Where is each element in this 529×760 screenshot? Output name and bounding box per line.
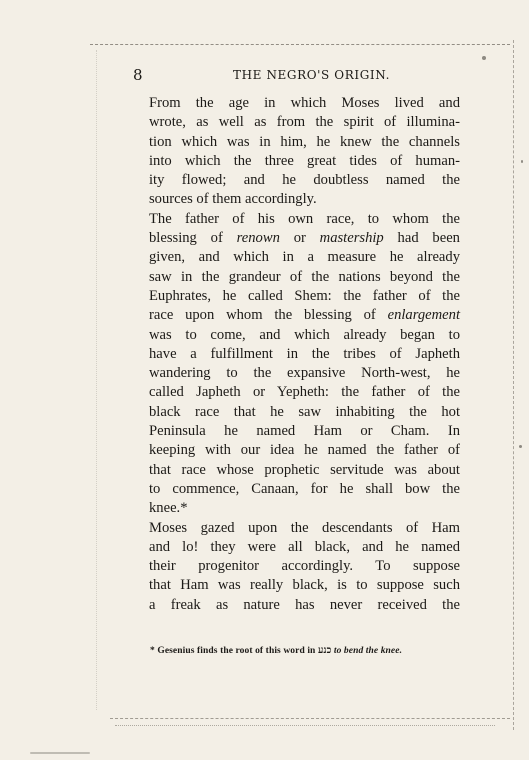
text-line: to commence, Canaan, for he shall bow the [149,480,460,497]
text-line: given, and which in a measure he already [149,249,460,266]
paragraph-3 [133,519,460,615]
page-header [133,66,473,86]
text-line: tion which was in him, he knew the channels [149,133,460,150]
bottom-rule-secondary [115,725,495,726]
footnote-hebrew-word: כנע [317,646,332,656]
text-line: sources of them accordingly. [149,191,317,208]
text-line: into which the three great tides of human- [149,152,460,169]
print-speck [521,160,523,163]
print-speck [30,752,90,754]
text-line: Peninsula he named Ham or Cham. In [149,423,460,440]
footnote-suffix: to bend the knee. [333,646,403,656]
text-line: race upon whom the blessing of enlargement [149,307,460,324]
text-line: Euphrates, he called Shem: the father of the [149,287,460,304]
text-line: that race whose prophetic servitude was about [149,461,460,478]
text-line: wandering to the expansive North-west, he [149,365,460,382]
text-line: keeping with our idea he named the father of [149,442,460,459]
text-line: knee.* [149,500,188,517]
text-line: have a fulfillment in the tribes of Japheth [149,345,460,362]
text-line: their progenitor accordingly. To suppose [149,558,460,575]
text-line: was to come, and which already began to [149,326,460,343]
paragraph-2 [133,210,460,519]
text-line: blessing of renown or mastership had been [149,230,460,247]
text-line: and lo! they were all black, and he named [149,538,460,555]
text-line: called Japheth or Yepheth: the father of the [149,384,460,401]
text-line: The father of his own race, to whom the [149,210,460,227]
print-speck [519,445,522,448]
running-title: THE NEGRO'S ORIGIN. [233,68,390,82]
footnote [150,646,470,656]
text-line: saw in the grandeur of the nations beyond the [149,268,460,285]
page-number: 8 [133,66,143,84]
footnote-prefix: * Gesenius finds the root of this word in [150,646,316,656]
text-line: ity flowed; and he doubtless named the [149,172,460,189]
text-line: a freak as nature has never received the [149,596,460,613]
text-line: wrote, as well as from the spirit of illumina- [149,114,460,131]
left-edge-mark [96,50,98,710]
paragraph-1 [133,94,460,210]
bottom-rule [110,718,510,719]
top-rule [90,44,510,45]
text-line: Moses gazed upon the descendants of Ham [149,519,460,536]
print-speck [482,56,486,60]
right-edge-mark [513,40,516,730]
text-line: that Ham was really black, is to suppose such [149,577,460,594]
text-line: black race that he saw inhabiting the hot [149,403,460,420]
body-text [133,94,460,615]
text-line: From the age in which Moses lived and [149,95,460,111]
